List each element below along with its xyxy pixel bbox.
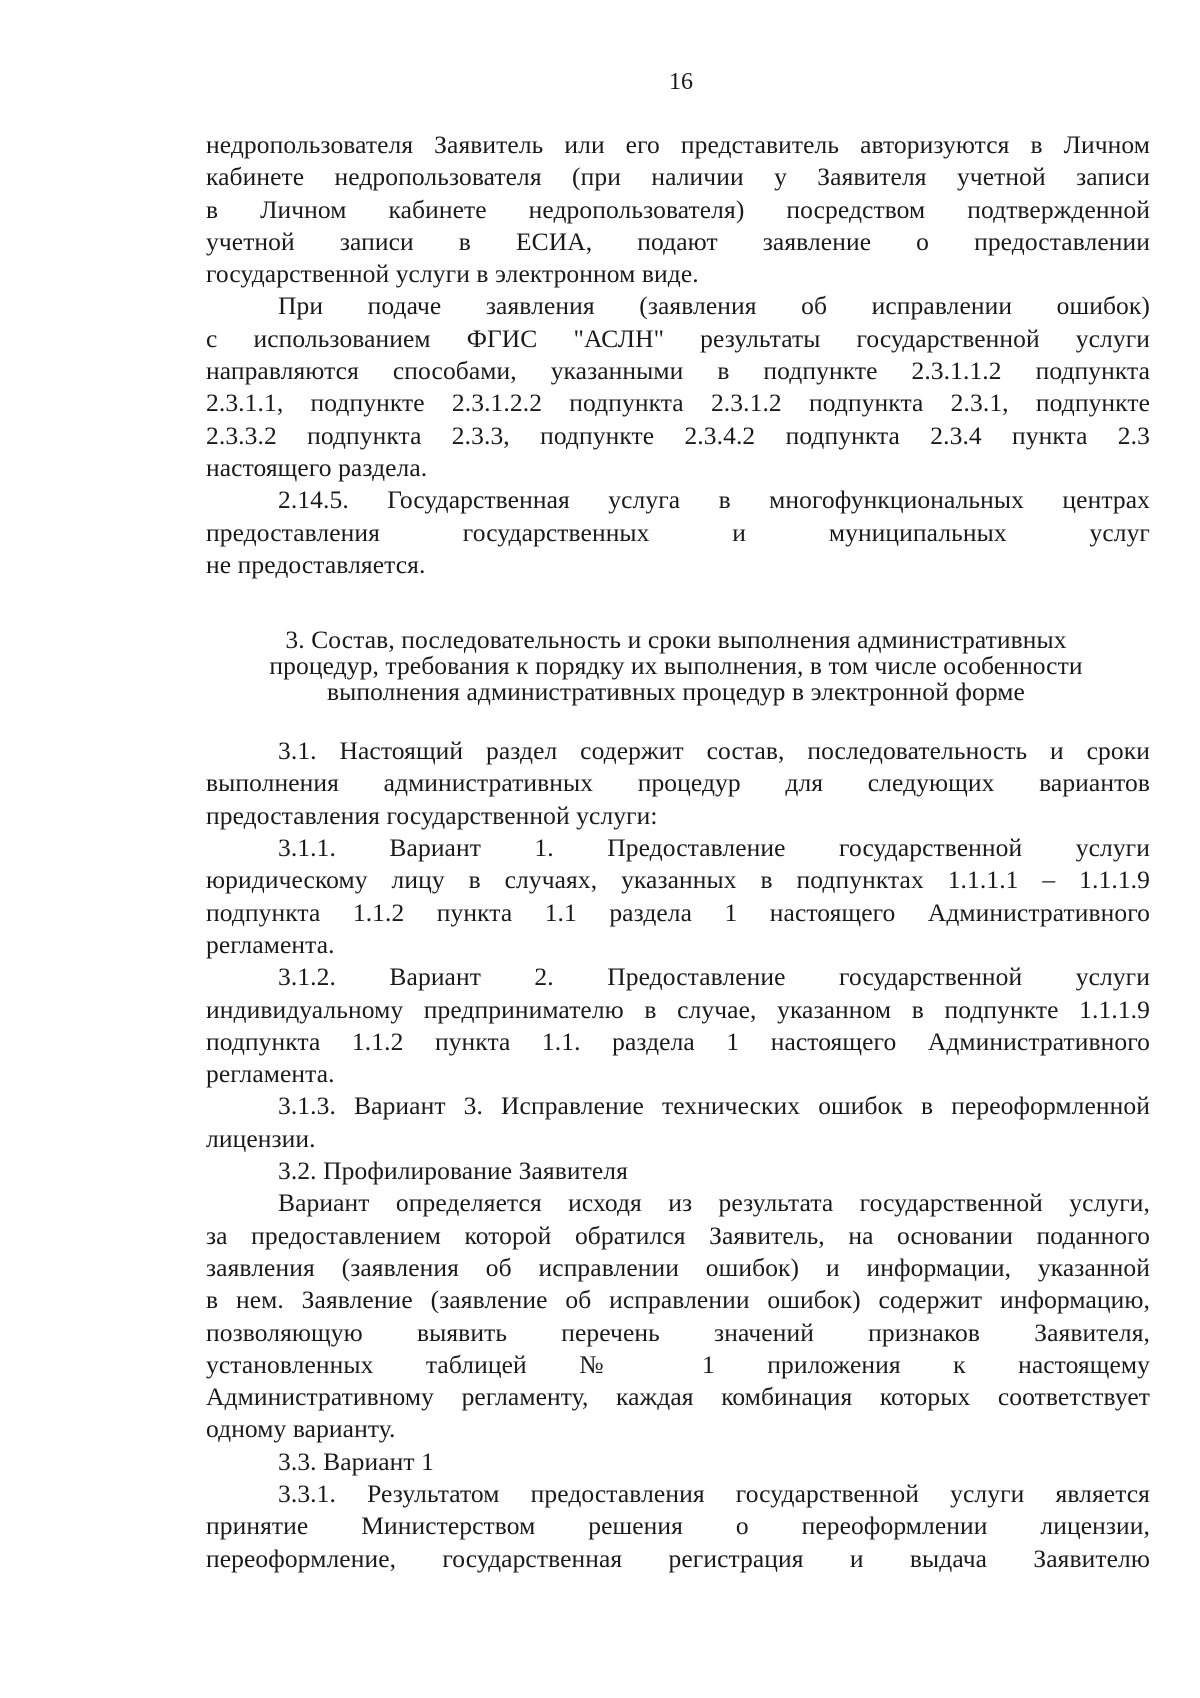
paragraph [206, 1478, 1150, 1575]
text-line: подпункта 1.1.2 пункта 1.1 раздела 1 настоящего Административного [206, 897, 1150, 927]
text-line: Административному регламенту, каждая комбинация которых соответствует [206, 1382, 1150, 1412]
text-line: не предоставляется. [206, 549, 426, 579]
paragraph [206, 1090, 1150, 1155]
section-heading-line: 3. Состав, последовательность и сроки выполнения административных [285, 625, 1067, 655]
paragraph [206, 290, 1150, 484]
document-body [206, 129, 1150, 1575]
text-line: 3.1.2. Вариант 2. Предоставление государственной услуги [278, 962, 1150, 992]
paragraph [206, 832, 1150, 961]
page-number: 16 [669, 69, 693, 95]
text-line: принятие Министерством решения о переоформлении лицензии, [206, 1511, 1150, 1541]
text-line: юридическому лицу в случаях, указанных в подпунктах 1.1.1.1 – 1.1.1.9 [206, 865, 1150, 895]
text-line: в Личном кабинете недропользователя) посредством подтвержденной [206, 194, 1150, 224]
text-line: 3.3.1. Результатом предоставления государственной услуги является [278, 1478, 1150, 1508]
text-line: настоящего раздела. [206, 452, 428, 482]
text-line: учетной записи в ЕСИА, подают заявление о предоставлении [206, 226, 1150, 256]
paragraph [206, 1155, 1150, 1187]
spacer [206, 705, 1150, 735]
paragraph [206, 129, 1150, 290]
text-line: направляются способами, указанными в подпункте 2.3.1.1.2 подпункта [206, 356, 1150, 386]
paragraph [206, 484, 1150, 581]
text-line: заявления (заявления об исправлении ошибок) и информации, указанной [206, 1252, 1150, 1282]
text-line: выполнения административных процедур для следующих вариантов [206, 768, 1150, 798]
text-line: установленных таблицей № 1 приложения к настоящему [206, 1349, 1150, 1379]
text-line: с использованием ФГИС "АСЛН" результаты государственной услуги [206, 323, 1150, 353]
section-heading-line: процедур, требования к порядку их выполнения, в том числе особенности [269, 651, 1083, 681]
text-line: регламента. [206, 1059, 335, 1089]
section-heading [206, 627, 1150, 705]
section-heading-line: выполнения административных процедур в электронной форме [327, 677, 1025, 707]
text-line: позволяющую выявить перечень значений признаков Заявителя, [206, 1317, 1150, 1347]
text-line: 3.1. Настоящий раздел содержит состав, последовательность и сроки [278, 736, 1150, 766]
paragraph [206, 1187, 1150, 1445]
text-line: за предоставлением которой обратился Заявитель, на основании поданного [206, 1220, 1150, 1250]
text-line: 3.1.3. Вариант 3. Исправление технических ошибок в переоформленной [278, 1091, 1150, 1121]
text-line: кабинете недропользователя (при наличии у Заявителя учетной записи [206, 162, 1150, 192]
text-line: лицензии. [206, 1123, 316, 1153]
spacer [206, 581, 1150, 627]
text-line: в нем. Заявление (заявление об исправлении ошибок) содержит информацию, [206, 1285, 1150, 1315]
text-line: одному варианту. [206, 1414, 396, 1444]
text-line: индивидуальному предпринимателю в случае, указанном в подпункте 1.1.1.9 [206, 994, 1150, 1024]
text-line: 2.3.1.1, подпункте 2.3.1.2.2 подпункта 2.3.1.2 подпункта 2.3.1, подпункте [206, 388, 1150, 418]
text-line: Вариант определяется исходя из результата государственной услуги, [278, 1188, 1150, 1218]
text-line: государственной услуги в электронном виде. [206, 259, 699, 289]
text-line: предоставления государственной услуги: [206, 800, 658, 830]
text-line: 2.3.3.2 подпункта 2.3.3, подпункте 2.3.4.2 подпункта 2.3.4 пункта 2.3 [206, 420, 1150, 450]
text-line: переоформление, государственная регистрация и выдача Заявителю [206, 1543, 1150, 1573]
text-line: предоставления государственных и муниципальных услуг [206, 517, 1150, 547]
paragraph [206, 961, 1150, 1090]
text-line: При подаче заявления (заявления об исправлении ошибок) [278, 291, 1150, 321]
text-line: регламента. [206, 929, 335, 959]
paragraph [206, 735, 1150, 832]
text-line: 3.1.1. Вариант 1. Предоставление государственной услуги [278, 833, 1150, 863]
text-line: подпункта 1.1.2 пункта 1.1. раздела 1 настоящего Административного [206, 1026, 1150, 1056]
text-line: недропользователя Заявитель или его представитель авторизуются в Личном [206, 130, 1150, 159]
paragraph [206, 1446, 1150, 1478]
text-line: 3.2. Профилирование Заявителя [278, 1156, 628, 1186]
text-line: 3.3. Вариант 1 [278, 1446, 434, 1476]
text-line: 2.14.5. Государственная услуга в многофункциональных центрах [278, 485, 1150, 515]
